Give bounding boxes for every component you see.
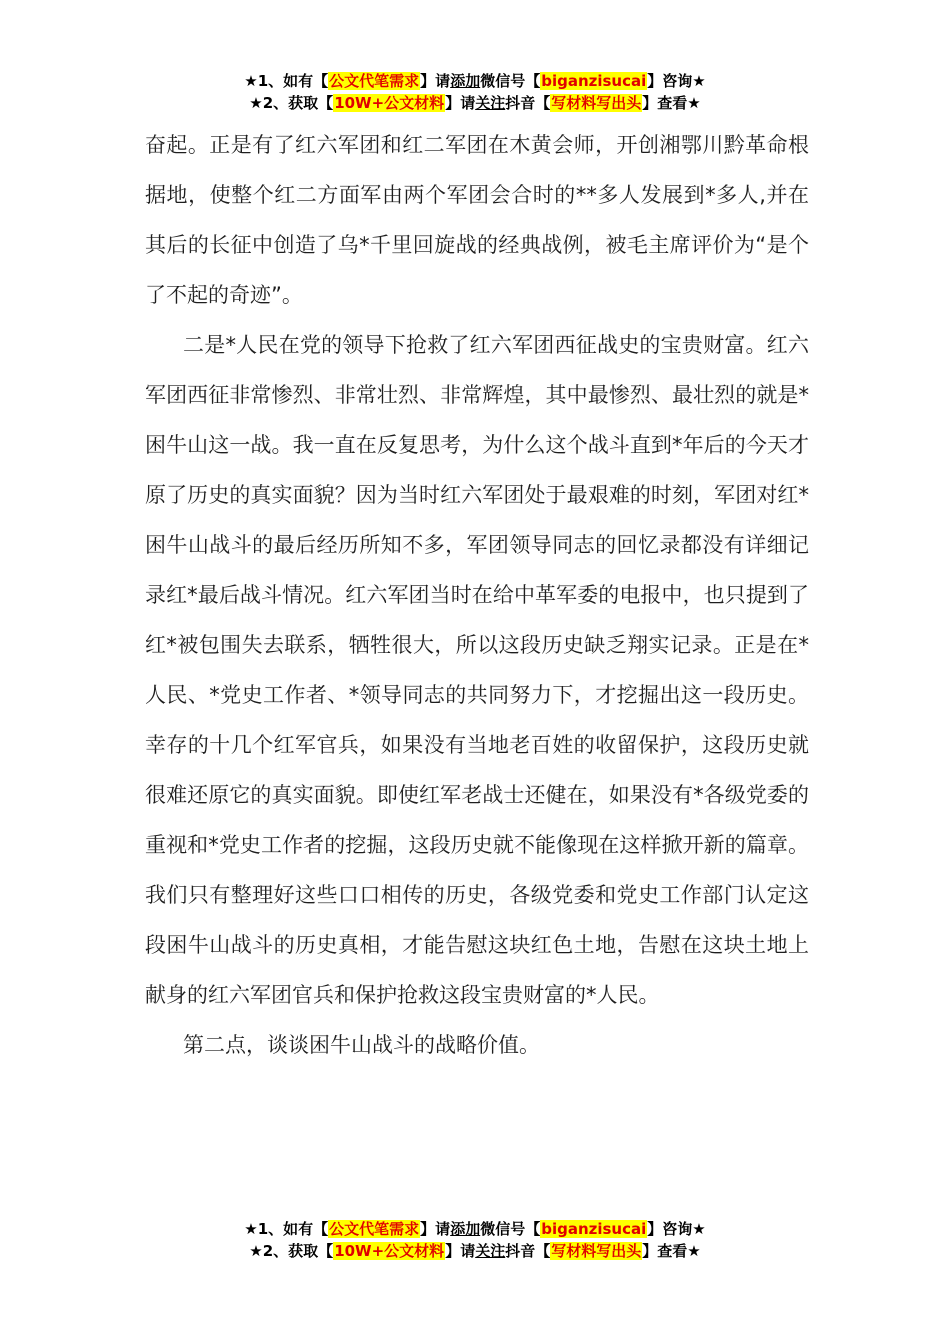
banner-text: ★2、获取【	[249, 1242, 334, 1260]
footer-banner	[0, 1218, 950, 1262]
banner-text: 抖音【	[505, 94, 551, 112]
paragraph-point-two: 二是*人民在党的领导下抢救了红六军团西征战史的宝贵财富。红六军团西征非常惨烈、非常壮烈、非常辉煌，其中最惨烈、最壮烈的就是*困牛山这一战。我一直在反复思考，为什么这个战斗直到*年后的今天才原了历史的真实面貌？因为当时红六军团处于最艰难的时刻，军团对红*困牛山战斗的最后经历所知不多，军团领导同志的回忆录都没有详细记录红*最后战斗情况。红六军团当时在给中革军委的电报中，也只提到了红*被包围失去联系，牺牲很大，所以这段历史缺乏翔实记录。正是在*人民、*党史工作者、*领导同志的共同努力下，才挖掘出这一段历史。幸存的十几个红军官兵，如果没有当地老百姓的收留保护，这段历史就很难还原它的真实面貌。即使红军老战士还健在，如果没有*各级党委的重视和*党史工作者的挖掘，这段历史就不能像现在这样掀开新的篇章。我们只有整理好这些口口相传的历史，各级党委和党史工作部门认定这段困牛山战斗的历史真相，才能告慰这块红色土地，告慰在这块土地上献身的红六军团官兵和保护抢救这段宝贵财富的*人民。	[145, 333, 809, 1007]
banner-line-2	[0, 1240, 950, 1262]
banner-line-1	[0, 1218, 950, 1240]
banner-wechat-id: biganzisucai	[541, 1220, 647, 1238]
banner-text: 】查看★	[642, 94, 701, 112]
banner-line-2	[0, 92, 950, 114]
banner-douyin-id: 写材料写出头	[551, 94, 642, 112]
banner-text: ★2、获取【	[249, 94, 334, 112]
document-body	[145, 120, 809, 1070]
banner-emphasis: 关注	[475, 1242, 506, 1260]
banner-text: 抖音【	[505, 1242, 551, 1260]
banner-text: 】咨询★	[647, 1220, 706, 1238]
banner-text: 】咨询★	[647, 72, 706, 90]
paragraph-second-point-heading: 第二点，谈谈困牛山战斗的战略价值。	[183, 1033, 540, 1057]
paragraph-continuation: 奋起。正是有了红六军团和红二军团在木黄会师，开创湘鄂川黔革命根据地，使整个红二方面军由两个军团会合时的**多人发展到*多人,并在其后的长征中创造了乌*千里回旋战的经典战例，被毛主席评价为“是个了不起的奇迹”。	[145, 133, 809, 307]
banner-douyin-id: 写材料写出头	[551, 1242, 642, 1260]
banner-text: 微信号【	[480, 1220, 541, 1238]
banner-text: 】请	[420, 72, 451, 90]
banner-text: 】请	[420, 1220, 451, 1238]
banner-text: ★1、如有【	[244, 72, 329, 90]
banner-text: 】请	[445, 1242, 476, 1260]
banner-emphasis: 关注	[475, 94, 506, 112]
banner-highlight: 公文代笔需求	[329, 1220, 420, 1238]
banner-text: ★1、如有【	[244, 1220, 329, 1238]
banner-highlight: 10W+公文材料	[334, 94, 445, 112]
header-banner	[0, 70, 950, 114]
banner-text: 】查看★	[642, 1242, 701, 1260]
banner-line-1	[0, 70, 950, 92]
banner-text: 微信号【	[480, 72, 541, 90]
banner-wechat-id: biganzisucai	[541, 72, 647, 90]
banner-emphasis: 添加	[450, 1220, 481, 1238]
banner-text: 】请	[445, 94, 476, 112]
banner-highlight: 公文代笔需求	[329, 72, 420, 90]
banner-highlight: 10W+公文材料	[334, 1242, 445, 1260]
banner-emphasis: 添加	[450, 72, 481, 90]
